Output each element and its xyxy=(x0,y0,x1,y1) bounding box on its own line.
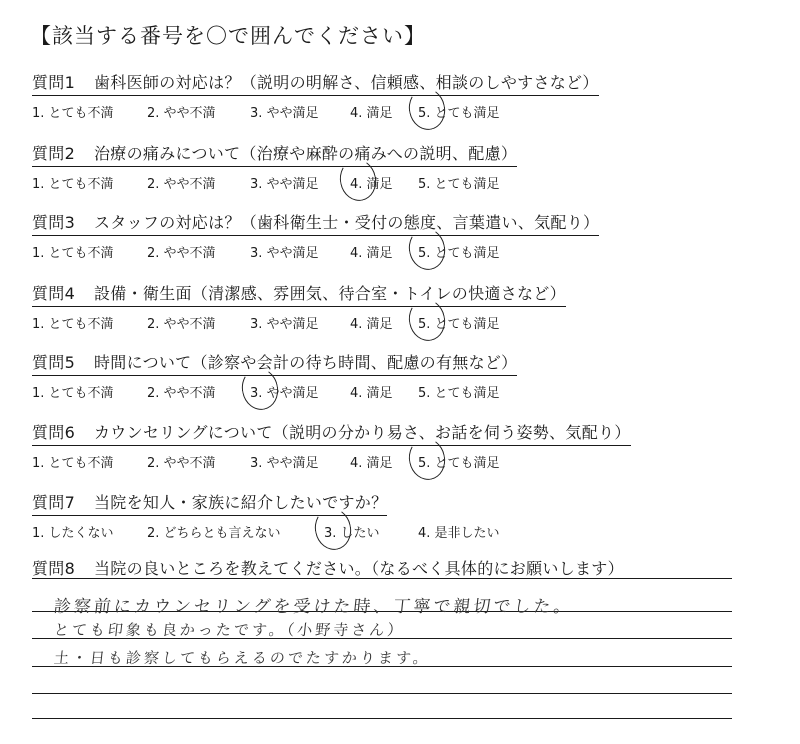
options-row xyxy=(32,520,732,542)
question-1 xyxy=(32,70,732,122)
question-text: 当院の良いところを教えてください。（なるべく具体的にお願いします） xyxy=(94,559,624,578)
option-2[interactable]: 2. やや不満 xyxy=(147,317,216,332)
option-1[interactable]: 1. したくない xyxy=(32,526,114,541)
question-5 xyxy=(32,350,732,402)
options-row xyxy=(32,380,732,402)
option-2[interactable]: 2. やや不満 xyxy=(147,456,216,471)
option-3[interactable]: 3. やや満足 xyxy=(250,386,319,401)
option-4[interactable]: 4. 満足 xyxy=(350,386,393,401)
options-row xyxy=(32,311,732,333)
option-1[interactable]: 1. とても不満 xyxy=(32,177,114,192)
question-number: 質問3 xyxy=(32,213,76,232)
question-number: 質問5 xyxy=(32,353,76,372)
question-number: 質問8 xyxy=(32,559,76,578)
option-1[interactable]: 1. とても不満 xyxy=(32,317,114,332)
option-5[interactable]: 5. とても満足 xyxy=(418,106,500,121)
option-3[interactable]: 3. やや満足 xyxy=(250,177,319,192)
options-row xyxy=(32,171,732,193)
option-4[interactable]: 4. 満足 xyxy=(350,456,393,471)
option-5[interactable]: 5. とても満足 xyxy=(418,456,500,471)
question-text: カウンセリングについて（説明の分かり易さ、お話を伺う姿勢、気配り） xyxy=(94,423,631,442)
answer-line xyxy=(32,693,732,694)
question-7 xyxy=(32,490,732,542)
question-6 xyxy=(32,420,732,472)
question-4 xyxy=(32,281,732,333)
question-text: 時間について（診察や会計の待ち時間、配慮の有無など） xyxy=(94,353,518,372)
question-number: 質問1 xyxy=(32,73,76,92)
options-row xyxy=(32,100,732,122)
divider xyxy=(32,578,732,579)
option-2[interactable]: 2. やや不満 xyxy=(147,386,216,401)
option-3[interactable]: 3. やや満足 xyxy=(250,317,319,332)
question-number: 質問4 xyxy=(32,284,76,303)
option-5[interactable]: 5. とても満足 xyxy=(418,246,500,261)
option-3[interactable]: 3. やや満足 xyxy=(250,246,319,261)
option-3[interactable]: 3. したい xyxy=(324,526,380,541)
option-4[interactable]: 4. 満足 xyxy=(350,177,393,192)
option-5[interactable]: 5. とても満足 xyxy=(418,386,500,401)
option-4[interactable]: 4. 満足 xyxy=(350,317,393,332)
question-text: 設備・衛生面（清潔感、雰囲気、待合室・トイレの快適さなど） xyxy=(94,284,566,303)
option-1[interactable]: 1. とても不満 xyxy=(32,386,114,401)
question-8 xyxy=(32,556,732,579)
option-4[interactable]: 4. 是非したい xyxy=(418,526,500,541)
question-text: スタッフの対応は？（歯科衛生士・受付の態度、言葉遣い、気配り） xyxy=(94,213,600,232)
option-2[interactable]: 2. やや不満 xyxy=(147,106,216,121)
handwritten-line-3: 土・日も診察してもらえるのでたすかります。 xyxy=(53,649,432,667)
option-1[interactable]: 1. とても不満 xyxy=(32,456,114,471)
question-number: 質問2 xyxy=(32,144,76,163)
option-3[interactable]: 3. やや満足 xyxy=(250,456,319,471)
page-title: 【該当する番号を〇で囲んでください】 xyxy=(30,24,426,48)
question-number: 質問7 xyxy=(32,493,76,512)
question-text: 歯科医師の対応は？（説明の明解さ、信頼感、相談のしやすさなど） xyxy=(94,73,599,92)
answer-line xyxy=(32,718,732,719)
option-1[interactable]: 1. とても不満 xyxy=(32,106,114,121)
question-text: 当院を知人・家族に紹介したいですか？ xyxy=(94,493,388,512)
options-row xyxy=(32,450,732,472)
option-3[interactable]: 3. やや満足 xyxy=(250,106,319,121)
question-text: 治療の痛みについて（治療や麻酔の痛みへの説明、配慮） xyxy=(94,144,518,163)
options-row xyxy=(32,240,732,262)
option-2[interactable]: 2. どちらとも言えない xyxy=(147,526,281,541)
question-3 xyxy=(32,210,732,262)
option-2[interactable]: 2. やや不満 xyxy=(147,246,216,261)
option-5[interactable]: 5. とても満足 xyxy=(418,317,500,332)
option-2[interactable]: 2. やや不満 xyxy=(147,177,216,192)
option-5[interactable]: 5. とても満足 xyxy=(418,177,500,192)
handwritten-line-2: とても印象も良かったです。（小野寺さん） xyxy=(53,621,407,639)
handwritten-line-1: 診察前にカウンセリングを受けた時、丁寧で親切でした。 xyxy=(52,597,575,617)
question-2 xyxy=(32,141,732,193)
option-1[interactable]: 1. とても不満 xyxy=(32,246,114,261)
question-number: 質問6 xyxy=(32,423,76,442)
option-4[interactable]: 4. 満足 xyxy=(350,246,393,261)
option-4[interactable]: 4. 満足 xyxy=(350,106,393,121)
